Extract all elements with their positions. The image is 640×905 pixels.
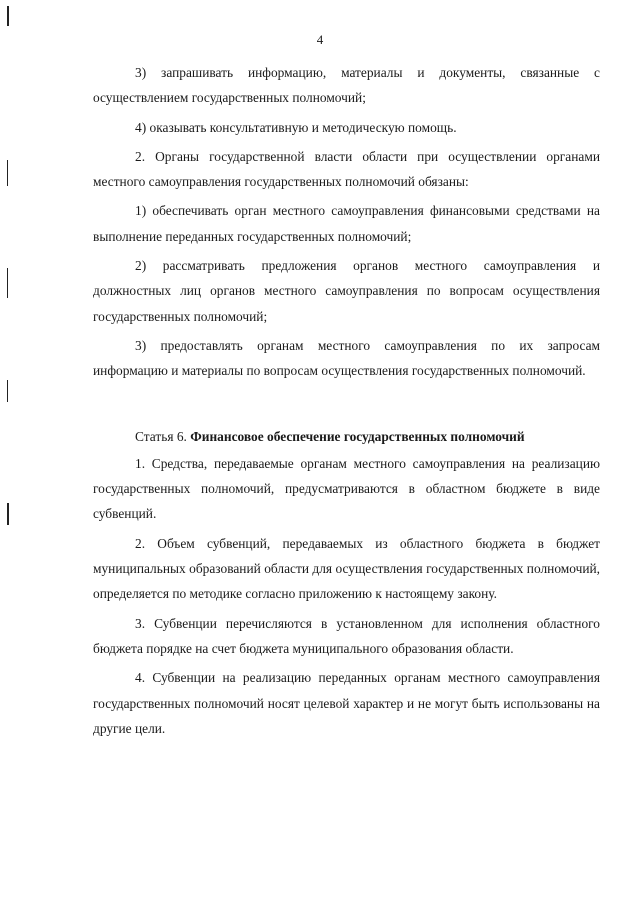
paragraph: 3. Субвенции перечисляются в установленном для исполнения областного бюджета порядке на счет бюджета муниципального образования области. <box>93 615 600 656</box>
document-body <box>93 60 600 745</box>
article-heading <box>93 424 600 449</box>
paragraph: 2. Объем субвенций, передаваемых из областного бюджета в бюджет муниципальных образований области для осуществления государственных полномочий, определяется по методике согласно приложению к настоящему закону. <box>93 535 600 602</box>
paragraph: 4) оказывать консультативную и методическую помощь. <box>135 119 457 135</box>
article-title: Финансовое обеспечение государственных полномочий <box>190 428 525 444</box>
paragraph: 1. Средства, передаваемые органам местного самоуправления на реализацию государственных полномочий, предусматриваются в областном бюджете в виде субвенций. <box>93 455 600 522</box>
scan-edge-mark <box>7 380 8 402</box>
scan-edge-mark <box>7 160 8 186</box>
paragraph: 2. Органы государственной власти области при осуществлении органами местного самоуправления государственных полномочий обязаны: <box>93 148 600 190</box>
paragraph: 3) предоставлять органам местного самоуправления по их запросам информацию и материалы по вопросам осуществления государственных полномочий. <box>93 337 600 379</box>
paragraph: 1) обеспечивать орган местного самоуправления финансовыми средствами на выполнение переданных государственных полномочий; <box>93 203 600 244</box>
article-prefix: Статья 6. <box>135 428 187 444</box>
page-number: 4 <box>316 32 324 47</box>
paragraph: 2) рассматривать предложения органов местного самоуправления и должностных лиц органов местного самоуправления по вопросам осуществления государственных полномочий; <box>93 258 600 324</box>
paragraph: 4. Субвенции на реализацию переданных органам местного самоуправления государственных полномочий носят целевой характер и не могут быть использованы на другие цели. <box>93 670 600 736</box>
scan-edge-mark <box>7 268 8 298</box>
scan-edge-mark <box>7 503 9 525</box>
scan-edge-mark <box>7 6 9 26</box>
paragraph: 3) запрашивать информацию, материалы и документы, связанные с осуществлением государственных полномочий; <box>93 65 600 106</box>
